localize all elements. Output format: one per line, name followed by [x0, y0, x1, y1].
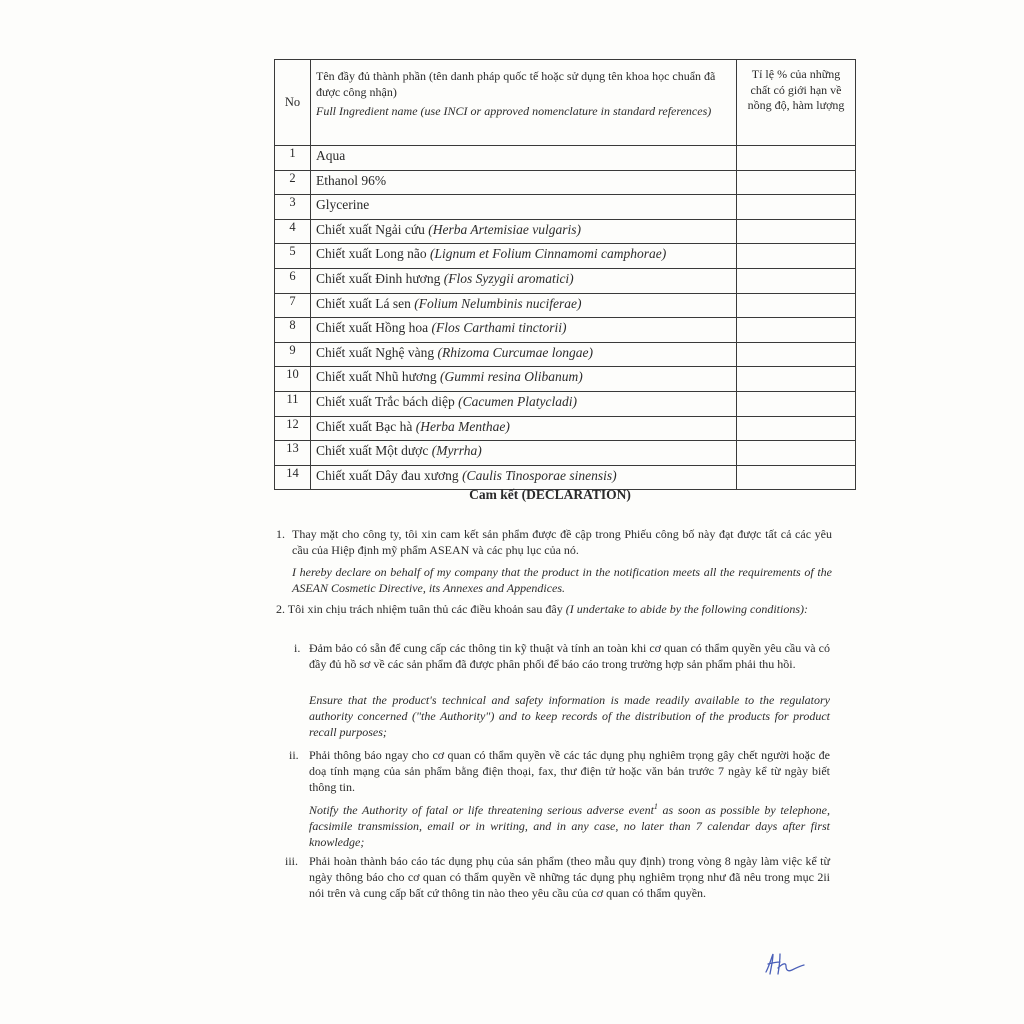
ingredient-common-name: Chiết xuất Lá sen — [316, 295, 415, 311]
row-number: 3 — [275, 195, 311, 220]
ingredient-common-name: Ethanol 96% — [316, 172, 387, 188]
sub-ii-en — [309, 799, 830, 850]
ingredient-latin-name: (Flos Syzygii aromatici) — [443, 270, 574, 286]
item-2-vi: Tôi xin chịu trách nhiệm tuân thủ các điều khoản sau đây — [287, 602, 566, 616]
row-number: 8 — [275, 318, 311, 343]
table-row — [275, 391, 856, 416]
ingredient-name — [311, 219, 737, 244]
ingredient-percentage — [737, 146, 856, 171]
table-row — [275, 416, 856, 441]
sub-i-vi: Đảm bảo có sẵn để cung cấp các thông tin kỹ thuật và tính an toàn khi cơ quan có thẩm quyền yêu cầu và có đầy đủ hồ sơ về các sản phẩm đã được phân phối để báo cáo trong trường hợp sản phẩm phải thu hồi. — [309, 641, 830, 671]
ingredient-percentage — [737, 170, 856, 195]
item-1-marker: 1. — [276, 527, 285, 541]
ingredient-percentage — [737, 244, 856, 269]
ingredient-latin-name: (Cacumen Platycladi) — [458, 393, 577, 409]
table-row — [275, 195, 856, 220]
ingredient-percentage — [737, 293, 856, 318]
header-name-vi: Tên đầy đủ thành phần (tên danh pháp quốc tế hoặc sử dụng tên khoa học chuẩn đã được công nhận) — [316, 69, 716, 99]
table-row — [275, 293, 856, 318]
ingredient-table — [274, 59, 856, 490]
ingredient-common-name: Chiết xuất Một dược — [316, 443, 432, 459]
ingredient-latin-name: (Rhizoma Curcumae longae) — [437, 344, 593, 360]
item-2-marker: 2. — [276, 602, 285, 616]
ingredient-common-name: Chiết xuất Hồng hoa — [316, 320, 432, 336]
row-number: 5 — [275, 244, 311, 269]
ingredient-percentage — [737, 318, 856, 343]
ingredient-percentage — [737, 441, 856, 466]
sub-ii-vi: Phải thông báo ngay cho cơ quan có thẩm quyền về các tác dụng phụ nghiêm trọng gây chết người hoặc đe doạ tính mạng của sản phẩm bằng điện thoại, fax, thư điện tử hoặc văn bản trước 7 ngày kể từ ngày biết thông tin. — [309, 748, 830, 794]
ingredient-name — [311, 416, 737, 441]
footnote-marker: 1 — [653, 802, 658, 811]
table-row — [275, 342, 856, 367]
header-no: No — [275, 60, 311, 146]
table-row — [275, 268, 856, 293]
ingredient-common-name: Chiết xuất Dây đau xương — [316, 467, 463, 483]
row-number: 4 — [275, 219, 311, 244]
ingredient-latin-name: (Lignum et Folium Cinnamomi camphorae) — [429, 246, 667, 262]
ingredient-name — [311, 391, 737, 416]
ingredient-latin-name: (Myrrha) — [431, 443, 482, 459]
table-row — [275, 219, 856, 244]
header-ingredient-name — [311, 60, 737, 146]
table-header-row — [275, 60, 856, 146]
row-number: 2 — [275, 170, 311, 195]
row-number: 13 — [275, 441, 311, 466]
handwritten-initials — [762, 950, 808, 978]
row-number: 10 — [275, 367, 311, 392]
ingredient-latin-name: (Caulis Tinosporae sinensis) — [462, 467, 617, 483]
ingredient-percentage — [737, 195, 856, 220]
ingredient-name — [311, 441, 737, 466]
ingredient-percentage — [737, 342, 856, 367]
sub-ii-marker: ii. — [289, 748, 299, 762]
sub-iii-vi: Phải hoàn thành báo cáo tác dụng phụ của sản phẩm (theo mẫu quy định) trong vòng 8 ngày làm việc kể từ ngày thông báo cho cơ quan có thẩm quyền về những tác dụng phụ nghiêm trọng như đã nêu trong mục 2ii nói trên và cung cấp bất cứ thông tin nào theo yêu cầu của cơ quan có thẩm quyền. — [309, 854, 830, 900]
ingredient-latin-name: (Flos Carthami tinctorii) — [431, 320, 567, 336]
ingredient-common-name: Chiết xuất Bạc hà — [316, 418, 416, 434]
ingredient-common-name: Chiết xuất Nhũ hương — [316, 369, 440, 385]
row-number: 14 — [275, 465, 311, 490]
row-number: 1 — [275, 146, 311, 171]
ingredient-common-name: Chiết xuất Đinh hương — [316, 270, 444, 286]
sub-ii-en-b: as soon as possible by telephone, facsimile transmission, email or in writing, and in any case, no later than 7 calendar days after first knowledge; — [309, 803, 830, 849]
item-2-paragraph — [276, 601, 832, 617]
sub-i-marker: i. — [294, 641, 301, 655]
table-row — [275, 367, 856, 392]
ingredient-common-name: Aqua — [316, 148, 346, 163]
ingredient-latin-name: (Herba Menthae) — [415, 418, 510, 434]
ingredient-common-name: Glycerine — [316, 197, 370, 213]
row-number: 11 — [275, 391, 311, 416]
item-2-en: (I undertake to abide by the following conditions): — [565, 602, 809, 616]
table-row — [275, 146, 856, 171]
ingredient-name — [311, 293, 737, 318]
table-row — [275, 170, 856, 195]
row-number: 12 — [275, 416, 311, 441]
ingredient-common-name: Chiết xuất Trắc bách diệp — [316, 393, 459, 409]
row-number: 7 — [275, 293, 311, 318]
sub-ii-en-a: Notify the Authority of fatal or life threatening serious adverse event — [309, 803, 654, 817]
ingredient-name — [311, 146, 737, 171]
ingredient-percentage — [737, 391, 856, 416]
header-percentage: Tỉ lệ % của những chất có giới hạn về nồng độ, hàm lượng — [737, 60, 856, 146]
ingredient-percentage — [737, 416, 856, 441]
header-name-en: Full Ingredient name (use INCI or approved nomenclature in standard references) — [316, 104, 712, 119]
ingredient-name — [311, 342, 737, 367]
ingredient-name — [311, 367, 737, 392]
table-row — [275, 441, 856, 466]
table-row — [275, 318, 856, 343]
ingredient-common-name: Chiết xuất Ngải cứu — [316, 221, 429, 237]
ingredient-percentage — [737, 219, 856, 244]
row-number: 6 — [275, 268, 311, 293]
ingredient-percentage — [737, 367, 856, 392]
ingredient-name — [311, 268, 737, 293]
ingredient-latin-name: (Herba Artemisiae vulgaris) — [428, 221, 582, 237]
declaration-title: Cam kết (DECLARATION) — [469, 487, 631, 502]
item-1-en: I hereby declare on behalf of my company that the product in the notification meets all the requirements of the ASEAN Cosmetic Directive, its Annexes and Appendices. — [292, 565, 832, 595]
ingredient-common-name: Chiết xuất Nghệ vàng — [316, 344, 438, 360]
ingredient-name — [311, 195, 737, 220]
ingredient-percentage — [737, 268, 856, 293]
ingredient-latin-name: (Gummi resina Olibanum) — [439, 369, 583, 385]
sub-i-en: Ensure that the product's technical and safety information is made readily available to the regulatory authority concerned ("the Authority") and to keep records of the distribution of the products for product recall purposes; — [309, 693, 830, 739]
table-row — [275, 244, 856, 269]
sub-iii-marker: iii. — [285, 854, 299, 868]
ingredient-name — [311, 318, 737, 343]
ingredient-name — [311, 170, 737, 195]
item-1-vi: Thay mặt cho công ty, tôi xin cam kết sản phẩm được đề cập trong Phiếu công bố này đạt được tất cả các yêu cầu của Hiệp định mỹ phẩm ASEAN và các phụ lục của nó. — [292, 527, 832, 557]
ingredient-name — [311, 244, 737, 269]
row-number: 9 — [275, 342, 311, 367]
ingredient-common-name: Chiết xuất Long não — [316, 246, 430, 262]
ingredient-latin-name: (Folium Nelumbinis nuciferae) — [414, 295, 582, 311]
